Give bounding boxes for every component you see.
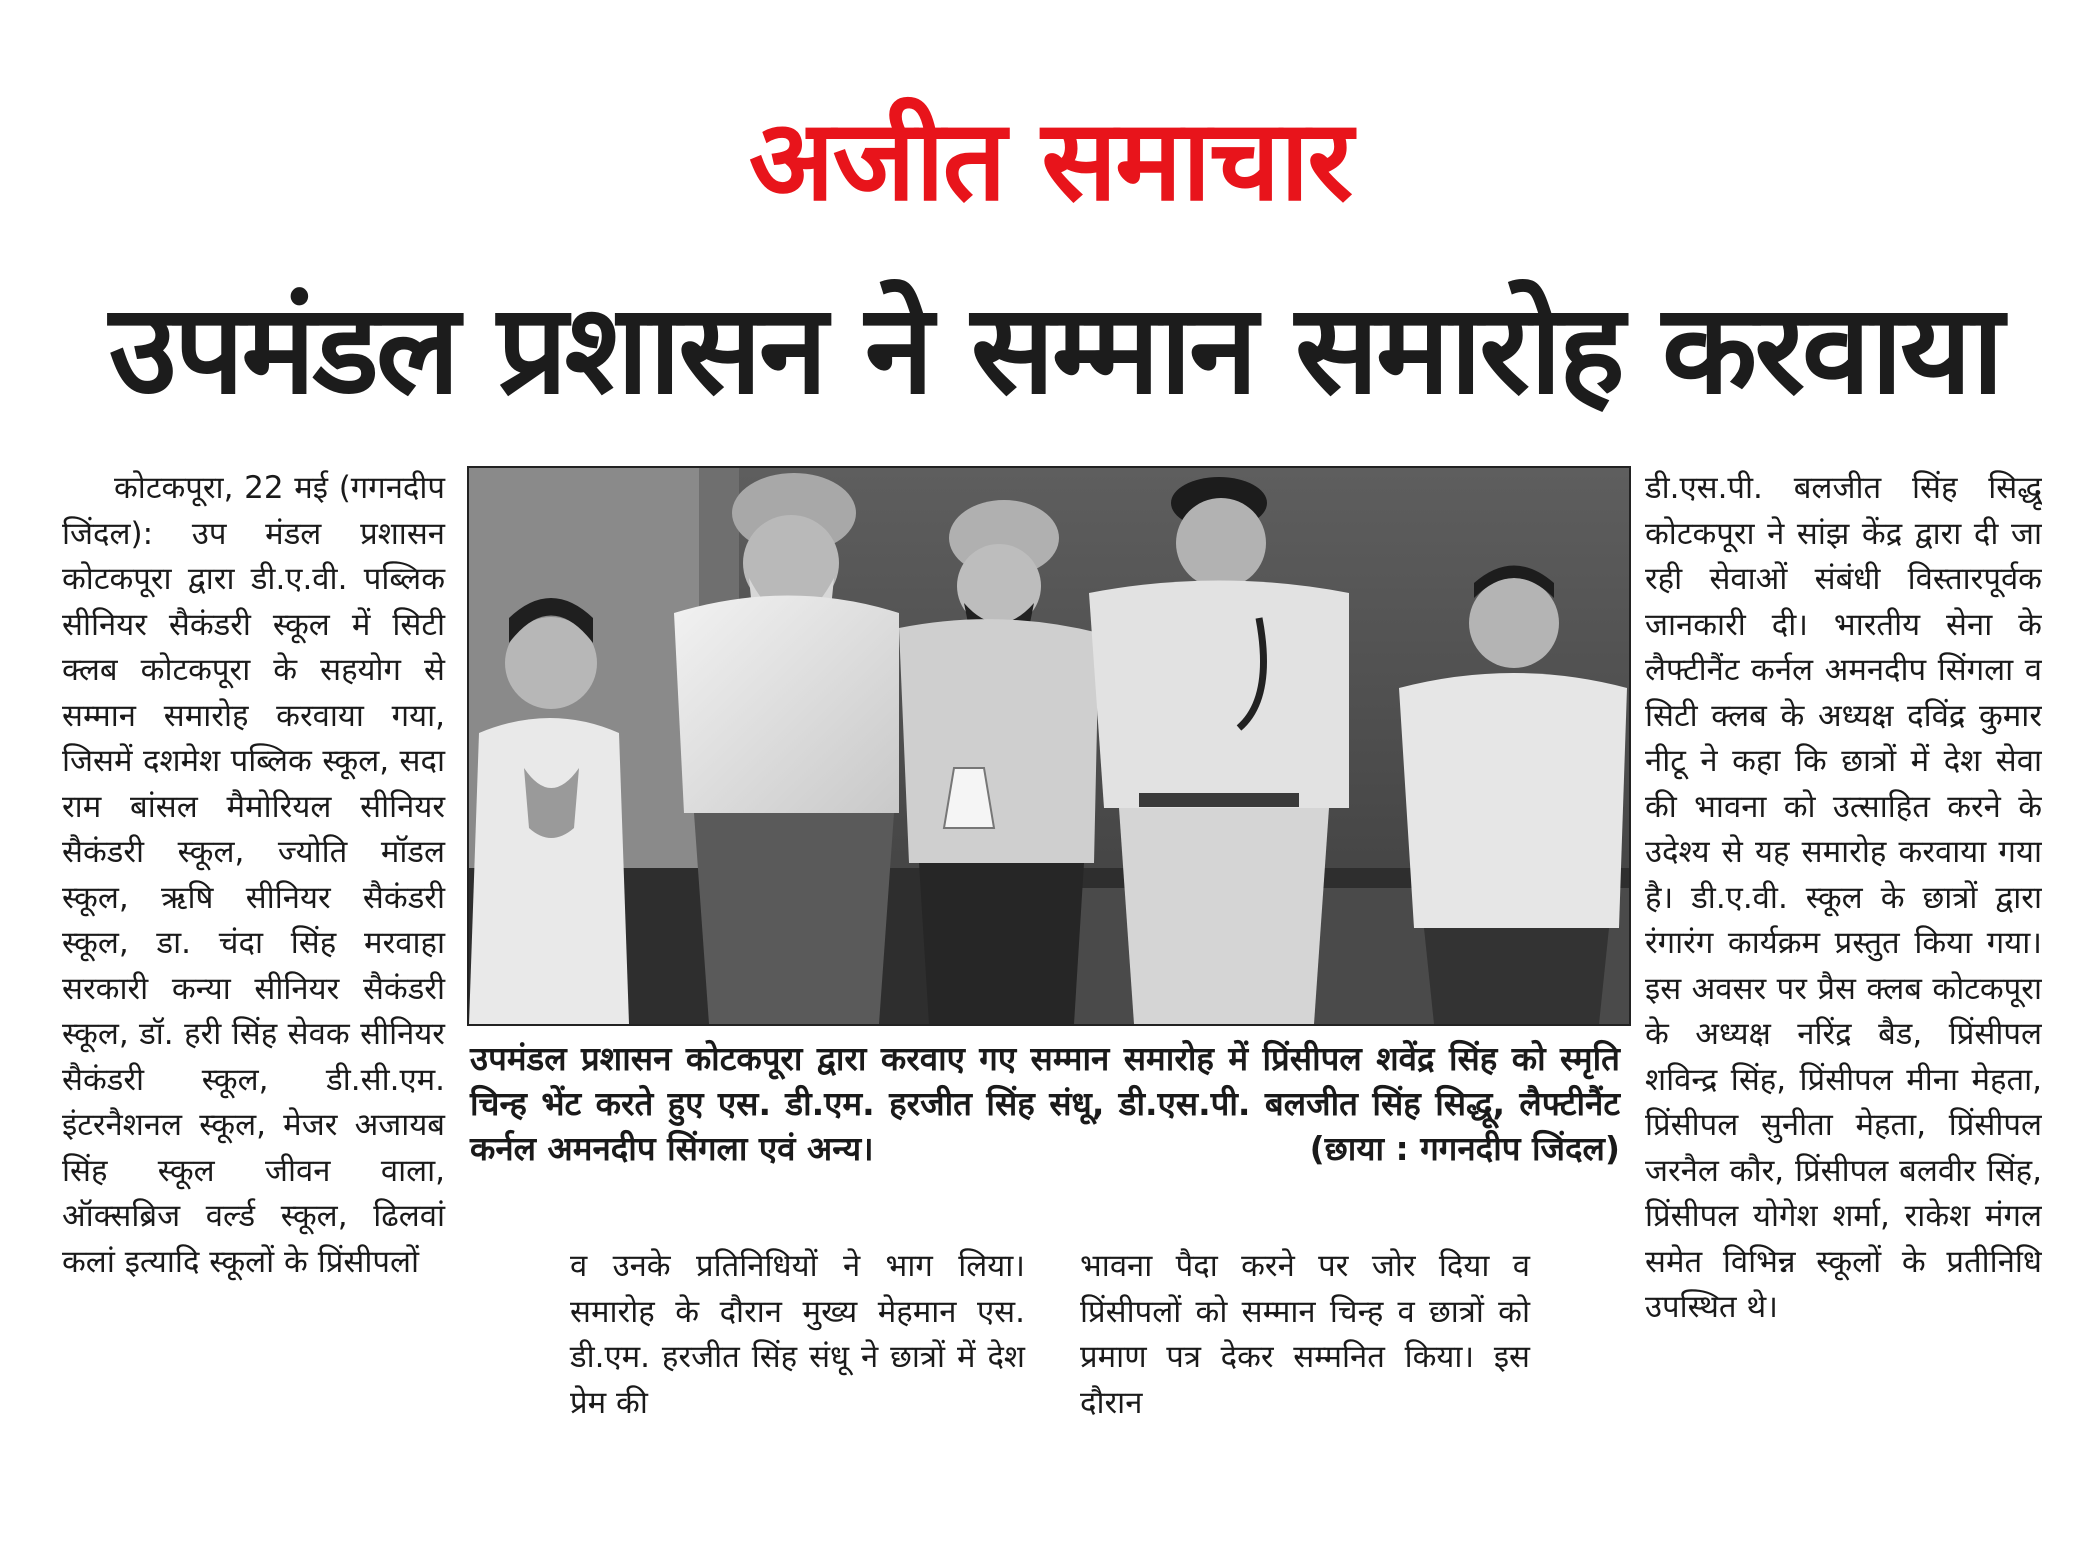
article-body-part-2: व उनके प्रतिनिधियों ने भाग लिया। समारोह के दौरान मुख्य मेहमान एस. डी.एम. हरजीत सिंह संधू ने छात्रों में देश प्रेम की [570, 1248, 1025, 1421]
article-body-part-3: भावना पैदा करने पर जोर दिया व प्रिंसीपलों को सम्मान चिन्ह व छात्रों को प्रमाण पत्र देकर सम्मनित किया। इस दौरान [1080, 1248, 1530, 1421]
article-column-left [62, 466, 445, 1285]
article-body-part-4: डी.एस.पी. बलजीत सिंह सिद्धू कोटकपूरा ने सांझ केंद्र द्वारा दी जा रही सेवाओं संबंधी विस्तारपूर्वक जानकारी दी। भारतीय सेना के लैफ्टीनैंट कर्नल अमनदीप सिंगला व सिटी क्लब के अध्यक्ष दविंद्र कुमार नीटू ने कहा कि छात्रों में देश सेवा की भावना को उत्साहित करने के उदेश्य से यह समारोह करवाया गया है। डी.ए.वी. स्कूल के छात्रों द्वारा रंगारंग कार्यक्रम प्रस्तुत किया गया। इस अवसर पर प्रैस क्लब कोटकपूरा के अध्यक्ष नरिंद्र बैड, प्रिंसीपल शविन्द्र सिंह, प्रिंसीपल मीना मेहता, प्रिंसीपल सुनीता मेहता, प्रिंसीपल जरनैल कौर, प्रिंसीपल बलवीर सिंह, प्रिंसीपल योगेश शर्मा, राकेश मंगल समेत विभिन्न स्कूलों के प्रतीनिधि उपस्थित थे। [1645, 470, 2042, 1325]
photo-caption [470, 1036, 1620, 1171]
article-column-bottom-2 [1080, 1244, 1530, 1426]
photo-ceremony-image [469, 468, 1629, 1024]
article-column-bottom-1 [570, 1244, 1025, 1426]
article-photo [467, 466, 1631, 1026]
article-column-right [1645, 466, 2042, 1566]
photo-caption-text: उपमंडल प्रशासन कोटकपूरा द्वारा करवाए गए सम्मान समारोह में प्रिंसीपल शवेंद्र सिंह को स्मृति चिन्ह भेंट करते हुए एस. डी.एम. हरजीत सिंह संधू, डी.एस.पी. बलजीत सिंह सिद्धू, लैफ्टीनैंट कर्नल अमनदीप सिंगला एवं अन्य। [470, 1039, 1620, 1168]
photo-credit: (छाया : गगनदीप जिंदल) [1309, 1129, 1620, 1168]
article-body-part-1: उप मंडल प्रशासन कोटकपूरा द्वारा डी.ए.वी. पब्लिक सीनियर सैकंडरी स्कूल में सिटी क्लब कोटकपूरा के सहयोग से सम्मान समारोह करवाया गया, जिसमें दशमेश पब्लिक स्कूल, सदा राम बांसल मैमोरियल सीनियर सैकंडरी स्कूल, ज्योति मॉडल स्कूल, ऋषि सीनियर सैकंडरी स्कूल, डा. चंदा सिंह मरवाहा सरकारी कन्या सीनियर सैकंडरी स्कूल, डॉ. हरी सिंह सेवक सीनियर सैकंडरी स्कूल, डी.सी.एम. इंटरनैशनल स्कूल, मेजर अजायब सिंह स्कूल जीवन वाला, ऑक्सब्रिज वर्ल्ड स्कूल, ढिलवां कलां इत्यादि स्कूलों के प्रिंसीपलों [62, 515, 445, 1280]
newspaper-masthead: अजीत समाचार [748, 96, 1352, 226]
article-dateline: कोटकपूरा, 22 मई (गगनदीप जिंदल): [62, 470, 445, 552]
article-headline: उपमंडल प्रशासन ने सम्मान समारोह करवाया [108, 278, 2002, 422]
